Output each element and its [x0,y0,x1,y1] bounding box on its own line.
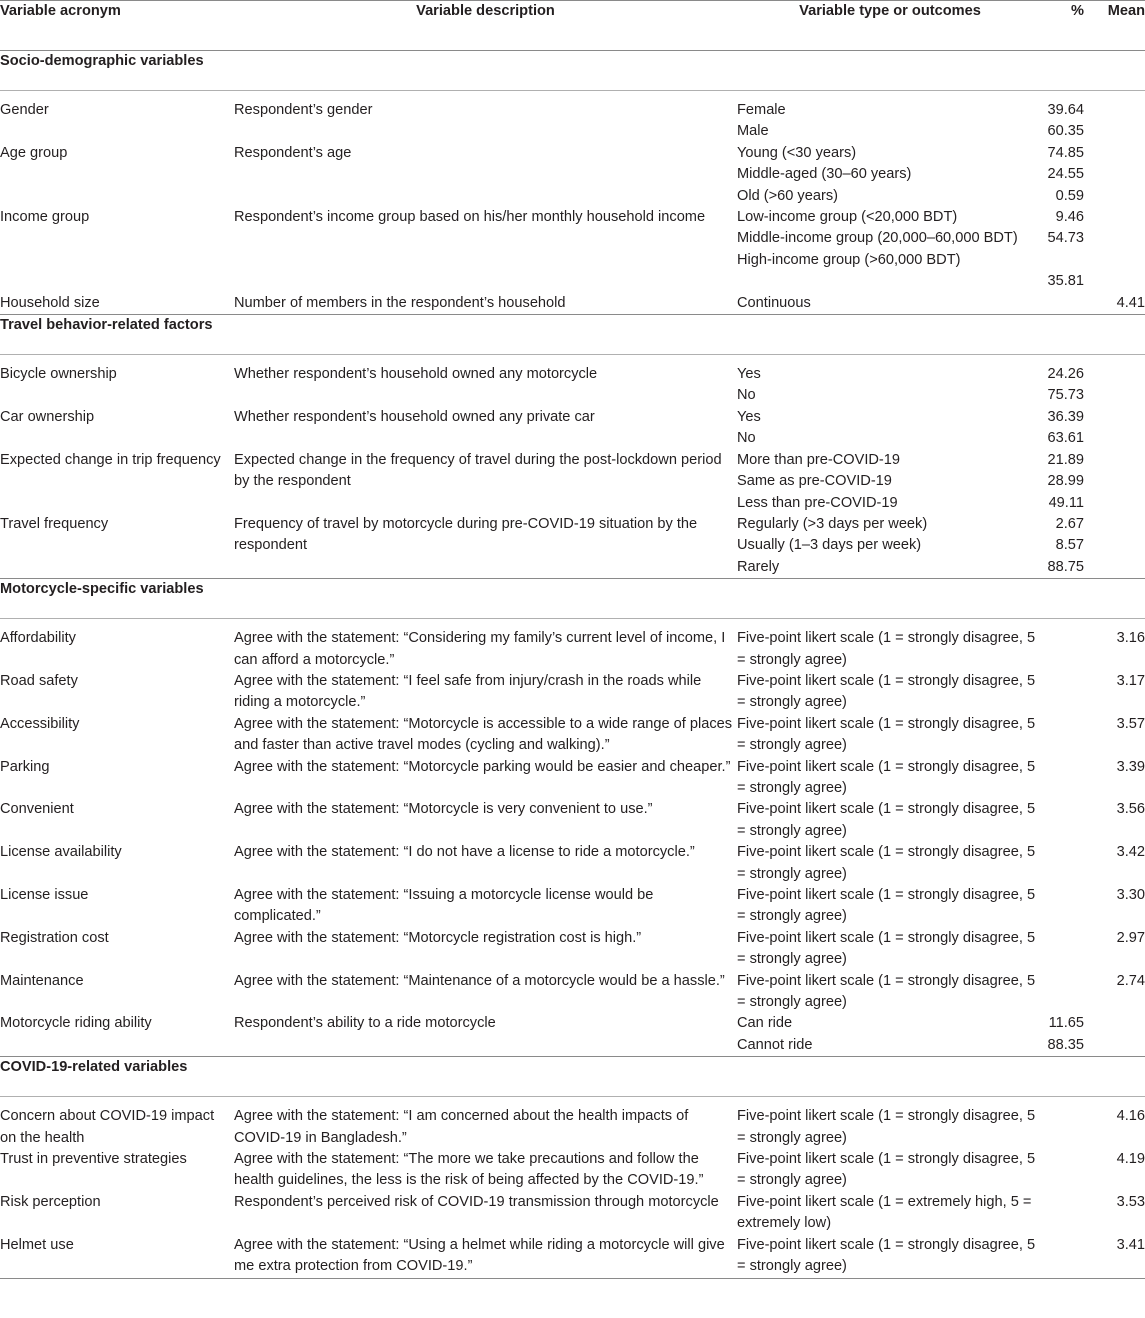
percent-values [1043,971,1084,1014]
variable-outcomes [737,364,1043,407]
outcome-item: Five-point likert scale (1 = strongly disagree, 5 = strongly agree) [737,972,1036,1011]
mean-value: 2.97 [1116,929,1145,946]
variable-outcomes [737,293,1043,315]
variable-outcomes [737,628,1043,671]
section-header-row [0,1057,1145,1097]
table-row [0,628,1145,671]
variable-acronym: Helmet use [0,1235,234,1278]
table-row [0,1106,1145,1149]
section-title: Socio-demographic variables [0,51,1145,91]
variable-description: Expected change in the frequency of travel during the post-lockdown period by the respondent [234,451,722,490]
variable-acronym: License availability [0,844,122,861]
variable-acronym: Travel frequency [0,515,109,532]
variable-description: Agree with the statement: “Issuing a motorcycle license would be complicated.” [234,887,654,925]
table-row [0,364,1145,407]
section-header-row [0,315,1145,355]
variable-outcomes [737,842,1043,885]
outcome-item: Usually (1–3 days per week) [737,537,922,554]
variable-outcomes [737,1192,1043,1235]
mean-value [1084,207,1145,293]
outcome-item: Five-point likert scale (1 = extremely high, 5 = extremely low) [737,1193,1032,1232]
variable-acronym: Motorcycle riding ability [0,1015,152,1032]
mean-value: 3.53 [1116,1193,1145,1210]
variable-outcomes [737,971,1043,1014]
outcome-item: Rarely [737,558,780,575]
outcome-item: Five-point likert scale (1 = strongly disagree, 5 = strongly agree) [737,929,1036,968]
header-variable-type: Variable type or outcomes [799,3,981,19]
percent-values [1043,714,1084,757]
percent-value: 21.89 [1047,451,1084,468]
outcome-item: Continuous [737,294,811,311]
variable-acronym: Car ownership [0,408,95,425]
percent-value: 35.81 [1047,273,1084,290]
outcome-item: Cannot ride [737,1036,813,1053]
percent-values [1043,671,1084,714]
variable-description: Respondent’s income group based on his/her monthly household income [234,209,706,226]
percent-value: 28.99 [1047,473,1084,490]
variable-description: Agree with the statement: “I do not have a license to ride a motorcycle.” [234,844,695,861]
outcome-item: Middle-income group (20,000–60,000 BDT) [737,230,1018,247]
table-row [0,207,1145,293]
outcome-item: Five-point likert scale (1 = strongly disagree, 5 = strongly agree) [737,630,1036,668]
percent-value: 75.73 [1047,387,1084,404]
variable-outcomes [737,757,1043,800]
table-row [0,1013,1145,1056]
section-title: Motorcycle-specific variables [0,579,1145,619]
outcome-item: Five-point likert scale (1 = strongly disagree, 5 = strongly agree) [737,758,1036,796]
variable-outcomes [737,799,1043,842]
table-row [0,757,1145,800]
percent-values [1043,842,1084,885]
percent-values [1043,1235,1084,1278]
variable-description: Respondent’s ability to a ride motorcycle [234,1015,496,1032]
table-row [0,407,1145,450]
outcome-item: High-income group (>60,000 BDT) [737,251,961,268]
variable-description: Agree with the statement: “Motorcycle is accessible to a wide range of places and faster than active travel modes (cycling and walking).” [234,715,733,754]
mean-value: 3.56 [1116,801,1145,818]
table-row [0,714,1145,757]
percent-values [1043,628,1084,671]
table-row [0,143,1145,207]
variable-acronym: Bicycle ownership [0,366,117,383]
variable-acronym: Affordability [0,630,76,647]
variable-outcomes [737,407,1043,450]
mean-value [1084,364,1145,407]
outcome-item: Five-point likert scale (1 = strongly disagree, 5 = strongly agree) [737,887,1036,925]
percent-value: 74.85 [1047,144,1084,161]
variable-acronym: Expected change in trip frequency [0,451,221,468]
mean-value: 3.17 [1116,672,1145,689]
outcome-item: Five-point likert scale (1 = strongly disagree, 5 = strongly agree) [737,801,1036,839]
header-variable-acronym: Variable acronym [0,3,121,19]
mean-value [1084,100,1145,143]
variable-acronym: Concern about COVID-19 impact on the health [0,1108,215,1146]
percent-value: 24.26 [1047,366,1084,383]
percent-values [1043,100,1084,143]
variable-description: Number of members in the respondent’s household [234,294,566,311]
variable-acronym: Accessibility [0,715,80,732]
section-title: COVID-19-related variables [0,1057,1145,1097]
spacer-cell [0,355,1145,365]
header-variable-description: Variable description [416,3,555,19]
variable-acronym: Convenient [0,801,74,818]
spacer-row [0,1097,1145,1107]
table-row [0,1235,1145,1278]
variable-acronym: Maintenance [0,972,84,989]
variable-description: Agree with the statement: “The more we take precautions and follow the health guidelines, the less is the risk of being affected by the COVID-19.” [234,1151,704,1189]
variable-description: Respondent’s perceived risk of COVID-19 transmission through motorcycle [234,1193,719,1210]
variable-acronym: License issue [0,887,89,903]
table-row [0,971,1145,1014]
percent-value [1043,250,1084,271]
table-body [0,51,1145,1279]
mean-value: 3.30 [1116,887,1145,903]
variable-description: Agree with the statement: “I am concerned about the health impacts of COVID-19 in Bangladesh.” [234,1108,689,1146]
variable-acronym: Income group [0,209,90,226]
variable-description: Respondent’s gender [234,102,373,118]
outcome-item: Old (>60 years) [737,187,838,204]
variable-acronym: Parking [0,758,50,775]
outcome-item: Five-point likert scale (1 = strongly disagree, 5 = strongly agree) [737,1236,1036,1275]
table-row [0,885,1145,928]
outcome-item: Regularly (>3 days per week) [737,515,928,532]
percent-values [1043,143,1084,207]
outcome-item: Can ride [737,1015,793,1032]
mean-value: 3.16 [1116,630,1145,647]
variable-outcomes [737,100,1043,143]
table-row [0,842,1145,885]
mean-value [1084,514,1145,579]
variable-acronym: Age group [0,144,68,161]
variable-description: Agree with the statement: “Maintenance of a motorcycle would be a hassle.” [234,972,725,989]
variable-acronym: Gender [0,102,49,118]
percent-values [1043,450,1084,514]
mean-value: 3.57 [1116,715,1145,732]
mean-value: 3.42 [1116,844,1145,861]
percent-value: 88.35 [1047,1036,1084,1053]
percent-values [1043,928,1084,971]
variable-description: Agree with the statement: “Motorcycle registration cost is high.” [234,929,642,946]
variable-outcomes [737,1149,1043,1192]
variable-outcomes [737,885,1043,928]
mean-value [1084,143,1145,207]
variable-description: Agree with the statement: “Motorcycle is very convenient to use.” [234,801,653,818]
percent-value: 49.11 [1048,494,1084,511]
percent-value: 9.46 [1055,209,1084,226]
percent-values [1043,1013,1084,1056]
percent-values [1043,407,1084,450]
table-row [0,450,1145,514]
percent-values [1043,364,1084,407]
percent-value: 36.39 [1047,408,1084,425]
outcome-item: Same as pre-COVID-19 [737,473,892,490]
variable-outcomes [737,207,1043,293]
percent-value: 39.64 [1047,102,1084,118]
variable-description: Whether respondent’s household owned any motorcycle [234,366,598,383]
percent-values [1043,207,1084,293]
mean-value: 2.74 [1116,972,1145,989]
table-row [0,293,1145,315]
outcome-item: Low-income group (<20,000 BDT) [737,209,958,226]
variable-outcomes [737,928,1043,971]
percent-values [1043,514,1084,579]
variable-description: Agree with the statement: “Considering my family’s current level of income, I can afford a motorcycle.” [234,630,726,668]
mean-value: 4.19 [1116,1151,1145,1168]
spacer-cell [0,1097,1145,1107]
outcome-item: Five-point likert scale (1 = strongly disagree, 5 = strongly agree) [737,672,1036,711]
outcome-item: Five-point likert scale (1 = strongly disagree, 5 = strongly agree) [737,1108,1036,1146]
mean-value: 4.41 [1116,294,1145,311]
variable-outcomes [737,714,1043,757]
percent-values [1043,799,1084,842]
variable-description: Whether respondent’s household owned any private car [234,408,595,425]
mean-value: 4.16 [1116,1108,1145,1125]
percent-values [1043,757,1084,800]
table-row [0,928,1145,971]
percent-value: 2.67 [1055,515,1084,532]
outcome-item: Five-point likert scale (1 = strongly disagree, 5 = strongly agree) [737,715,1036,754]
section-header-row [0,51,1145,91]
table-row [0,1149,1145,1192]
table-row [0,100,1145,143]
outcome-item: Yes [737,408,761,425]
outcome-item: Five-point likert scale (1 = strongly disagree, 5 = strongly agree) [737,1151,1036,1189]
table-row [0,1192,1145,1235]
outcome-item: Yes [737,366,761,383]
variable-outcomes [737,143,1043,207]
outcome-item: Male [737,123,769,140]
variable-acronym: Household size [0,294,100,311]
table-row [0,799,1145,842]
header-mean: Mean [1107,3,1145,19]
outcome-item: Less than pre-COVID-19 [737,494,898,511]
variable-description: Frequency of travel by motorcycle during pre-COVID-19 situation by the respondent [234,515,698,554]
section-title: Travel behavior-related factors [0,315,1145,355]
percent-value: 60.35 [1047,123,1084,140]
variable-acronym: Registration cost [0,929,109,946]
percent-value: 88.75 [1047,558,1084,575]
variable-outcomes [737,1106,1043,1149]
mean-value [1084,407,1145,450]
variable-outcomes [737,450,1043,514]
mean-value: 3.39 [1116,758,1145,775]
percent-values [1043,293,1084,315]
variable-outcomes [737,1235,1043,1278]
mean-value [1084,450,1145,514]
spacer-cell [0,91,1145,101]
spacer-cell [0,619,1145,629]
variable-description: Agree with the statement: “Motorcycle parking would be easier and cheaper.” [234,758,731,775]
percent-value: 63.61 [1047,430,1084,447]
spacer-row [0,355,1145,365]
variable-outcomes [737,671,1043,714]
header-percent: % [1071,3,1084,19]
percent-values [1043,1149,1084,1192]
outcome-item: Female [737,102,786,118]
header-row [0,1,1145,51]
variable-description: Respondent’s age [234,144,352,161]
outcome-item: Middle-aged (30–60 years) [737,166,912,183]
percent-values [1043,1192,1084,1235]
outcome-item: No [737,387,756,404]
table-row [0,514,1145,579]
percent-value: 8.57 [1055,537,1084,554]
section-header-row [0,579,1145,619]
variable-acronym: Risk perception [0,1193,101,1210]
outcome-item: More than pre-COVID-19 [737,451,901,468]
variable-description: Agree with the statement: “Using a helmet while riding a motorcycle will give me extra protection from COVID-19.” [234,1235,737,1278]
percent-value: 0.59 [1055,187,1084,204]
table-row [0,671,1145,714]
percent-values [1043,1106,1084,1149]
percent-value: 11.65 [1048,1015,1084,1032]
variable-outcomes [737,514,1043,579]
percent-values [1043,885,1084,928]
spacer-row [0,619,1145,629]
outcome-item: Young (<30 years) [737,144,857,161]
table-header [0,1,1145,51]
outcome-item: Five-point likert scale (1 = strongly disagree, 5 = strongly agree) [737,844,1036,882]
variable-outcomes [737,1013,1043,1056]
mean-value [1084,1013,1145,1056]
variable-acronym: Road safety [0,672,78,689]
spacer-row [0,91,1145,101]
variable-acronym: Trust in preventive strategies [0,1151,187,1168]
percent-value: 54.73 [1047,230,1084,247]
outcome-item: No [737,430,756,447]
variable-description: Agree with the statement: “I feel safe from injury/crash in the roads while riding a motorcycle.” [234,672,702,711]
mean-value: 3.41 [1084,1235,1145,1278]
percent-value: 24.55 [1047,166,1084,183]
